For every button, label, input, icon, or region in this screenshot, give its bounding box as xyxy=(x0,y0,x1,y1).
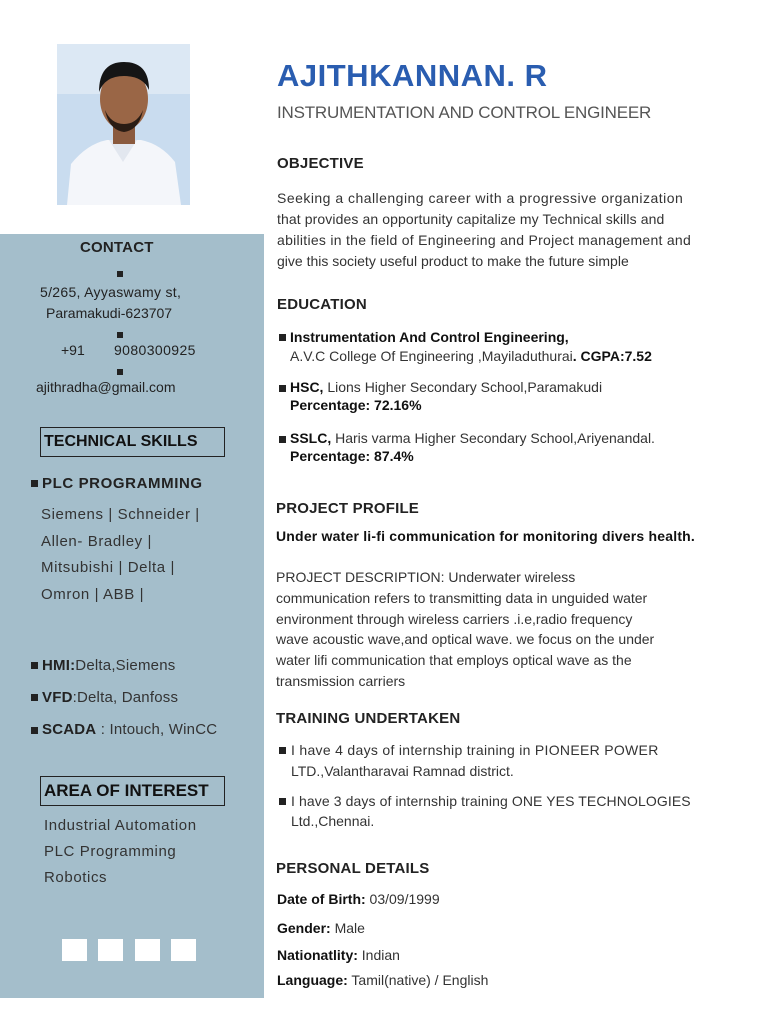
language-value: Tamil(native) / English xyxy=(347,972,489,988)
gender-row xyxy=(277,920,365,936)
project-description-line: communication refers to transmitting data in unguided water xyxy=(276,590,648,606)
objective-heading: OBJECTIVE xyxy=(277,155,364,172)
project-profile-heading: PROJECT PROFILE xyxy=(276,500,420,517)
hmi-value: Delta,Siemens xyxy=(75,657,176,674)
decorative-square-icon xyxy=(135,939,160,961)
job-title: INSTRUMENTATION AND CONTROL ENGINEER xyxy=(277,103,652,122)
vfd-skill xyxy=(42,689,178,706)
decorative-square-icon xyxy=(62,939,87,961)
address-line-1: 5/265, Ayyaswamy st, xyxy=(40,284,182,300)
sslc-school: Haris varma Higher Secondary School,Ariyenandal. xyxy=(331,430,655,446)
nationality-row xyxy=(277,947,400,963)
education-heading: EDUCATION xyxy=(277,296,367,313)
cgpa: . CGPA:7.52 xyxy=(572,348,652,364)
objective-line: give this society useful product to make the future simple xyxy=(277,253,629,269)
decorative-square-icon xyxy=(98,939,123,961)
education-bullet-icon xyxy=(279,436,286,443)
language-row xyxy=(277,972,488,988)
interest-item: Industrial Automation xyxy=(44,817,197,834)
vfd-value: :Delta, Danfoss xyxy=(72,689,179,706)
plc-brand-line: Allen- Bradley | xyxy=(41,532,153,550)
degree-title: Instrumentation And Control Engineering, xyxy=(290,329,569,345)
project-description-line: PROJECT DESCRIPTION: Underwater wireless xyxy=(276,569,576,585)
training-bullet-icon xyxy=(279,798,286,805)
dob-label: Date of Birth: xyxy=(277,891,366,907)
phone-bullet-icon xyxy=(117,332,123,338)
objective-line: Seeking a challenging career with a progressive organization xyxy=(277,190,684,206)
gender-value: Male xyxy=(330,920,365,936)
plc-programming-heading: PLC PROGRAMMING xyxy=(42,475,203,492)
project-title: Under water li-fi communication for monitoring divers health. xyxy=(276,528,696,544)
training-item-2: I have 3 days of internship training ONE YES TECHNOLOGIES xyxy=(291,793,691,809)
training-bullet-icon xyxy=(279,747,286,754)
plc-brand-line: Omron | ABB | xyxy=(41,585,145,603)
project-description-line: environment through wireless carriers .i.e,radio frequency xyxy=(276,611,633,627)
scada-label: SCADA xyxy=(42,721,97,738)
hsc-percentage: Percentage: 72.16% xyxy=(290,397,422,413)
interest-list xyxy=(44,813,197,891)
education-bullet-icon xyxy=(279,385,286,392)
interest-item: Robotics xyxy=(44,869,108,886)
technical-skills-heading: TECHNICAL SKILLS xyxy=(40,427,225,457)
contact-heading: CONTACT xyxy=(80,239,154,256)
area-of-interest-heading: AREA OF INTEREST xyxy=(40,776,225,806)
sslc-line xyxy=(290,430,655,446)
scada-bullet-icon xyxy=(31,727,38,734)
scada-skill xyxy=(42,721,217,738)
address-line-2: Paramakudi-623707 xyxy=(46,305,173,321)
sslc-label: SSLC, xyxy=(290,430,332,446)
profile-photo xyxy=(57,44,190,205)
dob-row xyxy=(277,891,440,907)
training-heading: TRAINING UNDERTAKEN xyxy=(276,710,461,727)
nationality-label: Nationatlity: xyxy=(277,947,358,963)
project-description-line: transmission carriers xyxy=(276,673,406,689)
project-description-line: water lifi communication that employs optical wave as the xyxy=(276,652,632,668)
email-bullet-icon xyxy=(117,369,123,375)
vfd-label: VFD xyxy=(42,689,73,706)
scada-value: : Intouch, WinCC xyxy=(96,721,218,738)
email-address[interactable]: ajithradha@gmail.com xyxy=(36,379,176,395)
hsc-label: HSC, xyxy=(290,379,324,395)
plc-brand-line: Siemens | Schneider | xyxy=(41,506,200,523)
hsc-line xyxy=(290,379,602,395)
plc-brand-line: Mitsubishi | Delta | xyxy=(41,559,175,576)
nationality-value: Indian xyxy=(357,947,400,963)
objective-line: that provides an opportunity capitalize my Technical skills and xyxy=(277,211,665,227)
phone-code: +91 xyxy=(61,342,85,358)
project-description-line: wave acoustic wave,and optical wave. we focus on the under xyxy=(276,631,655,647)
training-item-1-cont: LTD.,Valantharavai Ramnad district. xyxy=(291,763,514,779)
hsc-school: Lions Higher Secondary School,Paramakudi xyxy=(323,379,603,395)
training-item-1: I have 4 days of internship training in PIONEER POWER xyxy=(291,742,659,758)
candidate-name: AJITHKANNAN. R xyxy=(277,58,548,93)
hmi-bullet-icon xyxy=(31,662,38,669)
phone-number: 9080300925 xyxy=(114,342,196,358)
personal-details-heading: PERSONAL DETAILS xyxy=(276,860,430,877)
training-item-2-cont: Ltd.,Chennai. xyxy=(291,813,375,829)
objective-line: abilities in the field of Engineering and Project management and xyxy=(277,232,692,248)
hmi-label: HMI: xyxy=(42,657,76,674)
education-bullet-icon xyxy=(279,334,286,341)
plc-brands xyxy=(41,502,200,608)
interest-item: PLC Programming xyxy=(44,843,177,860)
dob-value: 03/09/1999 xyxy=(365,891,440,907)
language-label: Language: xyxy=(277,972,348,988)
gender-label: Gender: xyxy=(277,920,331,936)
person-photo-icon xyxy=(57,44,190,205)
address-bullet-icon xyxy=(117,271,123,277)
college-name: A.V.C College Of Engineering ,Mayiladuthurai xyxy=(290,348,573,364)
college-line xyxy=(290,348,652,364)
plc-bullet-icon xyxy=(31,480,38,487)
decorative-square-icon xyxy=(171,939,196,961)
sslc-percentage: Percentage: 87.4% xyxy=(290,448,414,464)
hmi-skill xyxy=(42,657,175,674)
vfd-bullet-icon xyxy=(31,694,38,701)
